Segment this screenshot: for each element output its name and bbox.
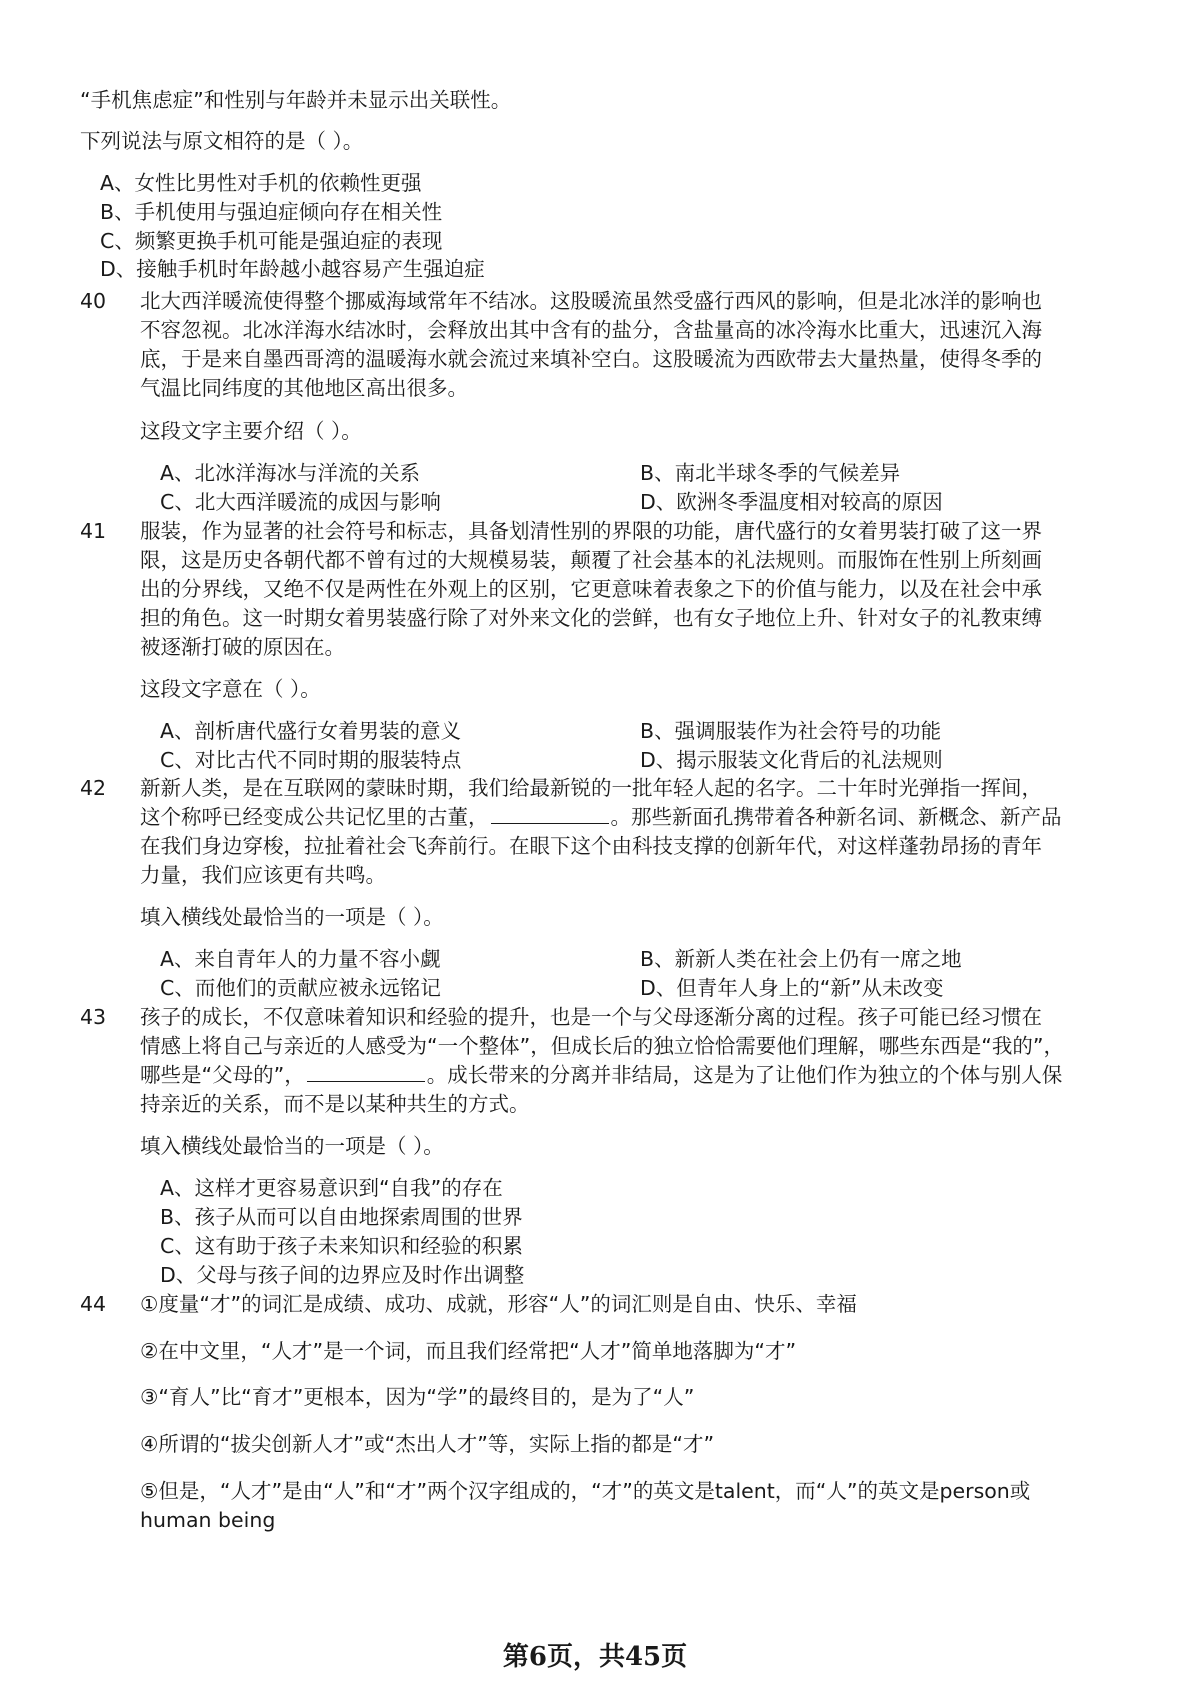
- question-42-number: 42: [80, 776, 107, 800]
- question-44-number: 44: [80, 1292, 107, 1316]
- question-40-option-d: D、欧洲冬季温度相对较高的原因: [640, 490, 943, 514]
- question-43-line-2: 情感上将自己与亲近的人感受为“一个整体”，但成长后的独立恰恰需要他们理解，哪些东西是“我的”，: [140, 1034, 1064, 1058]
- question-42-option-a: A、来自青年人的力量不容小觑: [160, 947, 441, 971]
- question-41-line-4: 担的角色。这一时期女着男装盛行除了对外来文化的尝鲜，也有女子地位上升、针对女子的礼教束缚: [140, 606, 1042, 630]
- question-41-option-a: A、剖析唐代盛行女着男装的意义: [160, 719, 462, 743]
- question-40-line-4: 气温比同纬度的其他地区高出很多。: [140, 376, 468, 400]
- question-43-line-3: [140, 1062, 1062, 1088]
- question-39-text-tail: “手机焦虑症”和性别与年龄并未显示出关联性。: [80, 88, 512, 112]
- fill-in-blank: [491, 805, 609, 824]
- question-41-option-c: C、对比古代不同时期的服装特点: [160, 748, 462, 772]
- question-40-option-c: C、北大西洋暖流的成因与影响: [160, 490, 441, 514]
- question-39-prompt: 下列说法与原文相符的是（ ）。: [80, 129, 364, 153]
- question-41-number: 41: [80, 519, 107, 543]
- question-44-item-4: ④所谓的“拔尖创新人才”或“杰出人才”等，实际上指的都是“才”: [140, 1432, 715, 1456]
- question-42-option-d: D、但青年人身上的“新”从未改变: [640, 976, 944, 1000]
- question-43-option-a: A、这样才更容易意识到“自我”的存在: [160, 1176, 503, 1200]
- page-number-footer: 第6页，共45页: [502, 1642, 688, 1672]
- question-42-line-2-after-blank: 。那些新面孔携带着各种新名词、新概念、新产品: [610, 805, 1062, 829]
- question-40-prompt: 这段文字主要介绍（ ）。: [140, 419, 362, 443]
- question-41-option-d: D、揭示服装文化背后的礼法规则: [640, 748, 943, 772]
- question-41-line-1: 服装，作为显著的社会符号和标志，具备划清性别的界限的功能，唐代盛行的女着男装打破了这一界: [140, 519, 1042, 543]
- question-40-line-3: 底，于是来自墨西哥湾的温暖海水就会流过来填补空白。这股暖流为西欧带去大量热量，使得冬季的: [140, 347, 1042, 371]
- question-44-item-5-continued: human being: [140, 1508, 276, 1532]
- question-43-line-3-after-blank: 。成长带来的分离并非结局，这是为了让他们作为独立的个体与别人保: [426, 1063, 1063, 1087]
- question-44-item-2: ②在中文里，“人才”是一个词，而且我们经常把“人才”简单地落脚为“才”: [140, 1339, 797, 1363]
- question-41-line-5: 被逐渐打破的原因在。: [140, 635, 345, 659]
- question-40-option-a: A、北冰洋海冰与洋流的关系: [160, 461, 421, 485]
- question-39-option-a: A、女性比男性对手机的依赖性更强: [100, 171, 422, 195]
- question-41-line-2: 限，这是历史各朝代都不曾有过的大规模易装，颠覆了社会基本的礼法规则。而服饰在性别上所刻画: [140, 548, 1042, 572]
- question-43-line-4: 持亲近的关系，而不是以某种共生的方式。: [140, 1092, 530, 1116]
- question-44-item-5: ⑤但是，“人才”是由“人”和“才”两个汉字组成的，“才”的英文是talent，而“人”的英文是person或: [140, 1479, 1031, 1503]
- question-43-option-b: B、孩子从而可以自由地探索周围的世界: [160, 1205, 523, 1229]
- question-42-line-4: 力量，我们应该更有共鸣。: [140, 863, 386, 887]
- question-41-option-b: B、强调服装作为社会符号的功能: [640, 719, 942, 743]
- question-42-line-1: 新新人类，是在互联网的蒙昧时期，我们给最新锐的一批年轻人起的名字。二十年时光弹指一挥间，: [140, 776, 1042, 800]
- question-43-option-d: D、父母与孩子间的边界应及时作出调整: [160, 1263, 525, 1287]
- question-40-line-1: 北大西洋暖流使得整个挪威海域常年不结冰。这股暖流虽然受盛行西风的影响，但是北冰洋的影响也: [140, 289, 1042, 313]
- question-43-line-1: 孩子的成长，不仅意味着知识和经验的提升，也是一个与父母逐渐分离的过程。孩子可能已经习惯在: [140, 1005, 1042, 1029]
- question-40-line-2: 不容忽视。北冰洋海水结冰时，会释放出其中含有的盐分，含盐量高的冰冷海水比重大，迅速沉入海: [140, 318, 1042, 342]
- question-41-line-3: 出的分界线，又绝不仅是两性在外观上的区别，它更意味着表象之下的价值与能力，以及在社会中承: [140, 577, 1042, 601]
- question-40-number: 40: [80, 289, 107, 313]
- question-42-line-2-before-blank: 这个称呼已经变成公共记忆里的古董，: [140, 805, 489, 829]
- question-42-line-2: [140, 804, 1062, 830]
- question-44-item-1: ①度量“才”的词汇是成绩、成功、成就，形容“人”的词汇则是自由、快乐、幸福: [140, 1292, 857, 1316]
- question-39-option-c: C、频繁更换手机可能是强迫症的表现: [100, 229, 443, 253]
- question-39-option-d: D、接触手机时年龄越小越容易产生强迫症: [100, 257, 485, 281]
- question-39-option-b: B、手机使用与强迫症倾向存在相关性: [100, 200, 443, 224]
- question-42-line-3: 在我们身边穿梭，拉扯着社会飞奔前行。在眼下这个由科技支撑的创新年代，对这样蓬勃昂扬的青年: [140, 834, 1042, 858]
- question-40-option-b: B、南北半球冬季的气候差异: [640, 461, 901, 485]
- question-41-prompt: 这段文字意在（ ）。: [140, 677, 321, 701]
- question-43-option-c: C、这有助于孩子未来知识和经验的积累: [160, 1234, 523, 1258]
- fill-in-blank: [307, 1063, 425, 1082]
- question-42-option-c: C、而他们的贡献应被永远铭记: [160, 976, 441, 1000]
- question-43-prompt: 填入横线处最恰当的一项是（ ）。: [140, 1134, 444, 1158]
- question-43-line-3-before-blank: 哪些是“父母的”，: [140, 1063, 305, 1087]
- question-43-number: 43: [80, 1005, 107, 1029]
- question-42-option-b: B、新新人类在社会上仍有一席之地: [640, 947, 962, 971]
- question-44-item-3: ③“育人”比“育才”更根本，因为“学”的最终目的，是为了“人”: [140, 1385, 695, 1409]
- question-42-prompt: 填入横线处最恰当的一项是（ ）。: [140, 905, 444, 929]
